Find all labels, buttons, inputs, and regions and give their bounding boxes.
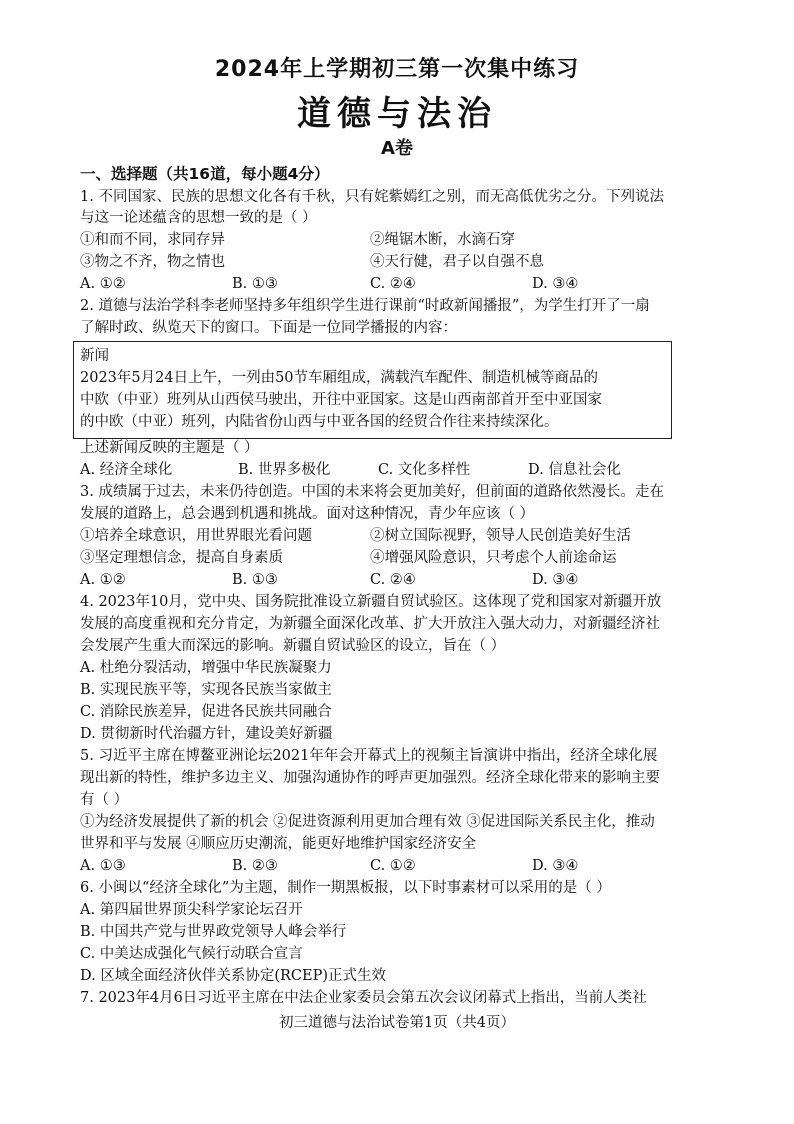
q1-stem-line2: 与这一论述蕴含的思想一致的是（ ） xyxy=(80,210,317,226)
q3-option-b: B. ①③ xyxy=(232,572,278,588)
q3-item-2: ②树立国际视野，领导人民创造美好生活 xyxy=(370,528,631,544)
q2-option-b: B. 世界多极化 xyxy=(238,462,331,478)
q6-option-c: C. 中美达成强化气候行动联合宣言 xyxy=(80,946,303,962)
q3-item-1: ①培养全球意识，用世界眼光看问题 xyxy=(80,528,312,544)
q4-option-a: A. 杜绝分裂活动，增强中华民族凝聚力 xyxy=(80,660,332,676)
q5-items-line1: ①为经济发展提供了新的机会 ②促进资源利用更加合理有效 ③促进国际关系民主化，推动 xyxy=(80,814,655,830)
q3-item-3: ③坚定理想信念，提高自身素质 xyxy=(80,550,283,566)
q6-option-a: A. 第四届世界顶尖科学家论坛召开 xyxy=(80,902,303,918)
q2-question: 上述新闻反映的主题是（ ） xyxy=(80,440,259,456)
q2-option-d: D. 信息社会化 xyxy=(528,462,621,478)
q2-option-a: A. 经济全球化 xyxy=(80,462,173,478)
paper-label: A卷 xyxy=(381,138,413,159)
q2-stem-line2: 了解时政、纵览天下的窗口。下面是一位同学播报的内容： xyxy=(80,320,457,336)
section-heading: 一、选择题（共16道，每小题4分） xyxy=(80,165,330,183)
page-footer: 初三道德与法治试卷第1页（共4页） xyxy=(279,1015,515,1031)
q1-item-4: ④天行健，君子以自强不息 xyxy=(370,254,544,270)
q4-stem-line3: 会发展产生重大而深远的影响。新疆自贸试验区的设立，旨在（ ） xyxy=(80,638,506,654)
q3-stem-line2: 发展的道路上，总会遇到机遇和挑战。面对这种情况，青少年应该（ ） xyxy=(80,506,535,522)
q3-item-4: ④增强风险意识，只考虑个人前途命运 xyxy=(370,550,617,566)
q4-option-b: B. 实现民族平等，实现各民族当家做主 xyxy=(80,682,332,698)
news-line3: 的中欧（中亚）班列，内陆省份山西与中亚各国的经贸合作往来持续深化。 xyxy=(80,414,559,430)
q3-option-c: C. ②④ xyxy=(370,572,416,588)
q4-stem-line2: 发展的高度重视和充分肯定，为新疆全面深化改革、扩大开放注入强大动力，对新疆经济社 xyxy=(80,616,660,632)
q1-stem-line1: 1. 不同国家、民族的思想文化各有千秋，只有姹紫嫣红之别，而无高低优劣之分。下列说法 xyxy=(80,189,664,205)
q4-option-c: C. 消除民族差异，促进各民族共同融合 xyxy=(80,704,332,720)
subject-title: 道德与法治 xyxy=(297,94,497,134)
q1-item-1: ①和而不同，求同存异 xyxy=(80,232,225,248)
news-title: 新闻 xyxy=(80,348,109,364)
q5-option-d: D. ③④ xyxy=(532,858,579,874)
q3-option-a: A. ①② xyxy=(80,572,126,588)
q1-option-c: C. ②④ xyxy=(370,276,416,292)
q5-option-a: A. ①③ xyxy=(80,858,126,874)
exam-title: 2024年上学期初三第一次集中练习 xyxy=(214,57,580,82)
q5-stem-line2: 现出新的特性，维护多边主义、加强沟通协作的呼声更加强烈。经济全球化带来的影响主要 xyxy=(80,770,660,786)
q1-option-d: D. ③④ xyxy=(532,276,579,292)
news-line1: 2023年5月24日上午，一列由50节车厢组成，满载汽车配件、制造机械等商品的 xyxy=(80,370,599,386)
q6-option-b: B. 中国共产党与世界政党领导人峰会举行 xyxy=(80,924,347,940)
q5-option-c: C. ①② xyxy=(370,858,416,874)
q6-stem-line1: 6. 小闽以“经济全球化”为主题，制作一期黑板报，以下时事素材可以采用的是（ ） xyxy=(80,880,611,896)
q1-item-3: ③物之不齐，物之情也 xyxy=(80,254,225,270)
news-line2: 中欧（中亚）班列从山西侯马驶出，开往中亚国家。这是山西南部首开至中亚国家 xyxy=(80,392,602,408)
q5-option-b: B. ②③ xyxy=(232,858,278,874)
q1-option-a: A. ①② xyxy=(80,276,126,292)
q6-option-d: D. 区域全面经济伙伴关系协定(RCEP)正式生效 xyxy=(80,968,386,984)
q4-stem-line1: 4. 2023年10月，党中央、国务院批准设立新疆自贸试验区。这体现了党和国家对新疆开放 xyxy=(80,594,662,610)
q5-items-line2: 世界和平与发展 ④顺应历史潮流，能更好地维护国家经济安全 xyxy=(80,836,477,852)
q3-option-d: D. ③④ xyxy=(532,572,579,588)
q1-item-2: ②绳锯木断，水滴石穿 xyxy=(370,232,515,248)
q3-stem-line1: 3. 成绩属于过去，未来仍待创造。中国的未来将会更加美好，但前面的道路依然漫长。走在 xyxy=(80,484,664,500)
q2-option-c: C. 文化多样性 xyxy=(378,462,471,478)
q2-stem-line1: 2. 道德与法治学科李老师坚持多年组织学生进行课前“时政新闻播报”，为学生打开了一扇 xyxy=(80,298,650,314)
q5-stem-line3: 有（ ） xyxy=(80,792,129,808)
q5-stem-line1: 5. 习近平主席在博鳌亚洲论坛2021年年会开幕式上的视频主旨演讲中指出，经济全球化展 xyxy=(80,748,658,764)
q1-option-b: B. ①③ xyxy=(232,276,278,292)
q7-stem-line1: 7. 2023年4月6日习近平主席在中法企业家委员会第五次会议闭幕式上指出，当前人类社 xyxy=(80,990,647,1006)
q4-option-d: D. 贯彻新时代治疆方针，建设美好新疆 xyxy=(80,726,333,742)
